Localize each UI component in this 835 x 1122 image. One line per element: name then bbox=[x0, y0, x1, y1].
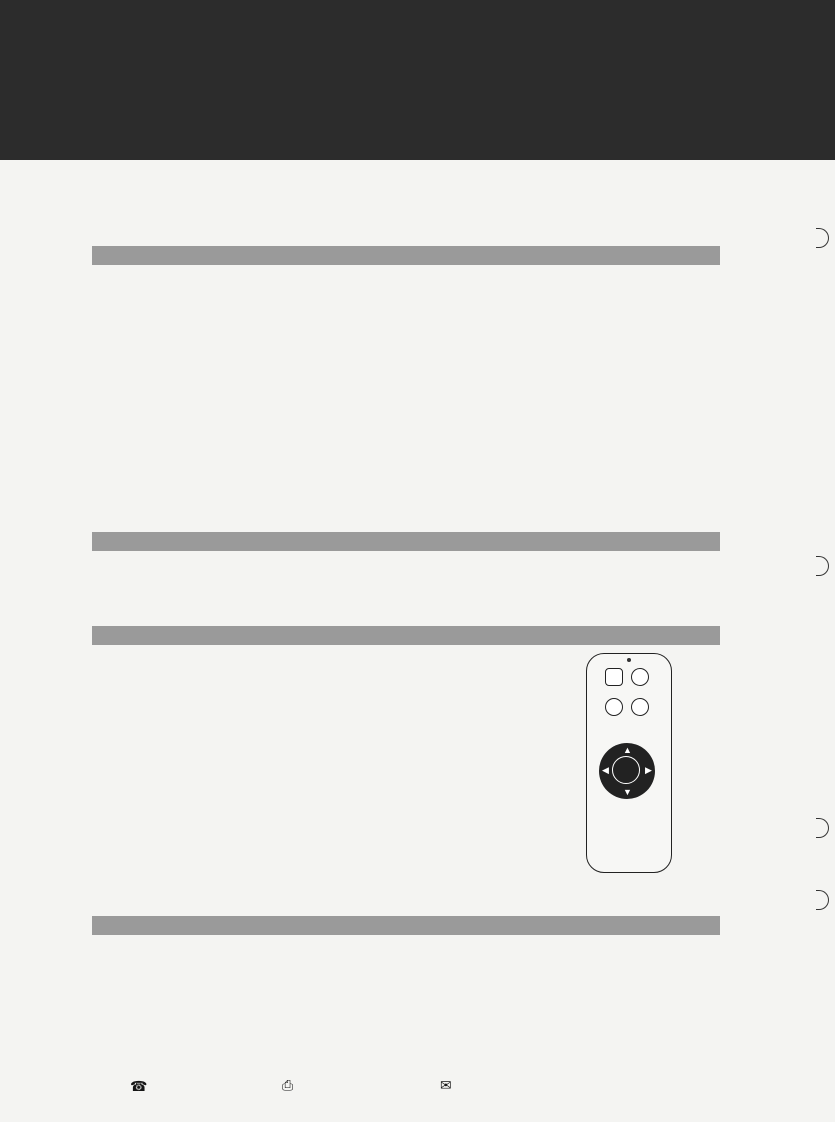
cct-button-icon bbox=[631, 668, 649, 686]
binding-ring bbox=[816, 228, 829, 248]
remote-control-illustration bbox=[586, 653, 672, 873]
dpad-left-arrow-icon: ◀ bbox=[602, 765, 609, 775]
section-heading-technical bbox=[92, 532, 720, 551]
section-heading-controls bbox=[92, 626, 720, 645]
section-heading-wallswitch bbox=[92, 916, 720, 935]
phone-icon: ☎ bbox=[130, 1078, 148, 1094]
binding-ring bbox=[816, 890, 829, 910]
fax-icon: ⎙ bbox=[282, 1077, 294, 1093]
binding-ring bbox=[816, 818, 829, 838]
dpad-down-arrow-icon: ▼ bbox=[623, 787, 632, 797]
dpad-right-arrow-icon: ▶ bbox=[645, 765, 652, 775]
night-mode-button-icon bbox=[605, 698, 623, 716]
timer-button-icon bbox=[631, 698, 649, 716]
power-button-icon bbox=[605, 668, 623, 686]
dpad-up-arrow-icon: ▲ bbox=[623, 745, 632, 755]
language-header bbox=[0, 0, 835, 160]
section-heading-connection bbox=[92, 246, 720, 265]
dpad-icon bbox=[599, 743, 655, 799]
binding-ring bbox=[816, 556, 829, 576]
email-icon: ✉ bbox=[440, 1077, 452, 1093]
remote-led bbox=[627, 658, 631, 662]
